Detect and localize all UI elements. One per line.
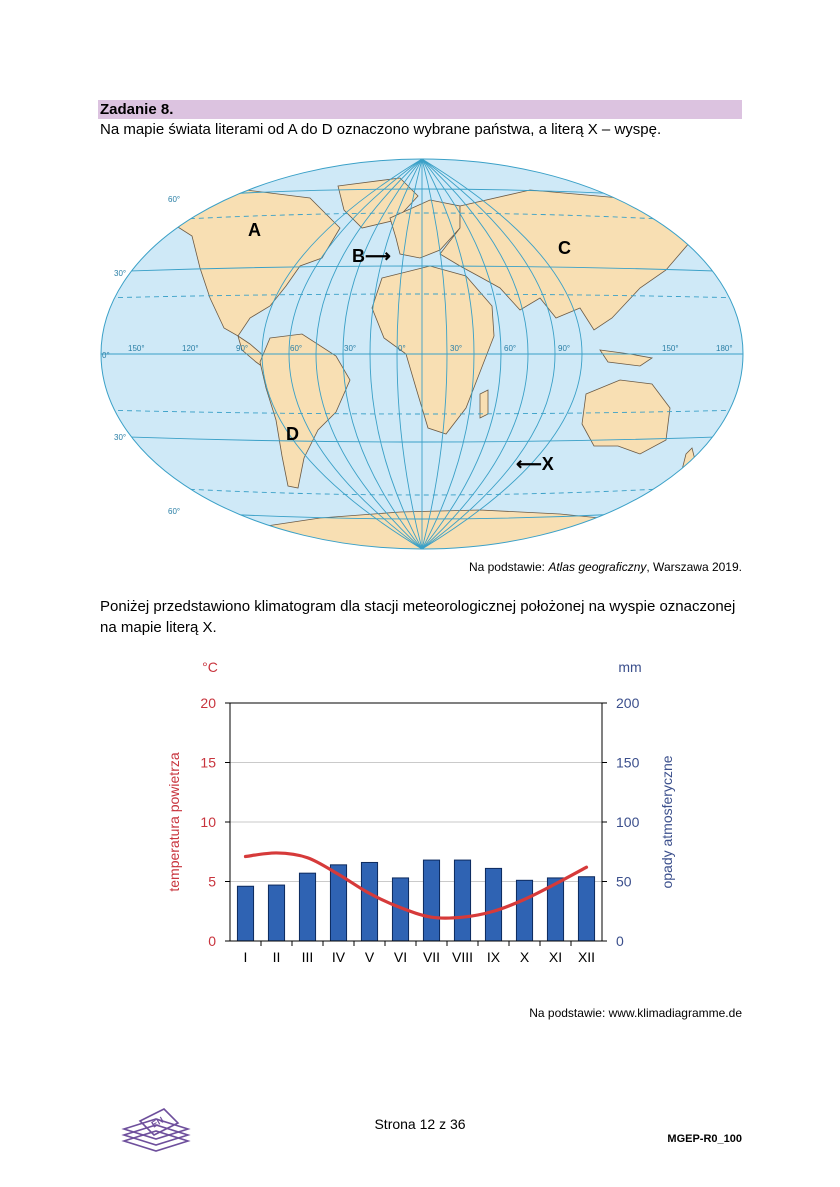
month-label: V [364,949,375,965]
precip-bar [268,885,284,941]
right-axis-ticks [602,695,640,949]
month-label: XI [548,949,563,965]
right-tick-label: 0 [616,933,624,949]
temperature-line [246,853,587,918]
precip-bar [516,880,532,941]
month-label: VI [393,949,408,965]
left-axis-label: temperatura powietrza [166,752,182,892]
month-label: III [301,949,314,965]
marker-x: ⟵X [516,454,554,474]
right-axis-unit: mm [618,659,642,675]
right-tick-label: 200 [616,695,640,711]
world-map-svg [100,158,744,550]
precip-bar [423,860,439,941]
month-label: VIII [451,949,474,965]
left-axis-unit: °C [202,659,218,675]
chart-grid [230,763,602,882]
lon-label: 60° [290,344,303,353]
marker-a: A [248,220,261,240]
month-label: VII [422,949,441,965]
lon-label: 30° [344,344,357,353]
right-tick-label: 100 [616,814,640,830]
australia [582,380,670,454]
left-tick-label: 0 [208,933,216,949]
x-axis-ticks [244,941,596,965]
month-label: II [272,949,281,965]
marker-b: B⟶ [352,246,391,266]
task-text: Na mapie świata literami od A do D oznaczono wybrane państwa, a literą X – wyspę. [100,121,662,138]
marker-d: D [286,424,299,444]
lon-label: 0° [398,344,406,353]
lon-label: 150° [662,344,679,353]
month-label: I [243,949,248,965]
month-label: X [519,949,530,965]
month-label: IX [486,949,501,965]
climate-chart [150,650,675,980]
map-source-title: Atlas geograficzny [548,560,647,574]
right-axis-label: opady atmosferyczne [659,755,675,889]
lon-label: 180° [716,344,733,353]
lon-label: 90° [558,344,571,353]
precip-bar [361,862,377,941]
precip-bar [485,868,501,941]
left-tick-label: 15 [200,754,216,771]
lon-label: 60° [504,344,517,353]
world-map [100,158,744,550]
precip-bar [454,860,470,941]
lon-label: 90° [236,344,249,353]
month-label: IV [331,949,346,965]
lon-label: 120° [182,344,199,353]
right-tick-label: 50 [616,873,632,890]
precip-bar [299,873,315,941]
page-number: Strona 12 z 36 [374,1116,466,1132]
left-tick-label: 5 [208,873,216,890]
lat-label-n60: 60° [168,195,181,204]
marker-c: C [558,238,571,258]
svg-text:EN: EN [149,1114,166,1130]
lon-label: 30° [450,344,463,353]
precip-bar [578,877,594,941]
map-source-suffix: , Warszawa 2019. [646,560,742,574]
month-label: XII [577,949,596,965]
left-tick-label: 10 [200,814,216,830]
chart-intro: Poniżej przedstawiono klimatogram dla stacji meteorologicznej położonej na wyspie oznaczonej na mapie literą X. [100,598,736,636]
lat-label-eq: 0° [102,351,110,360]
left-tick-label: 20 [200,695,216,711]
right-tick-label: 150 [616,754,640,771]
left-axis-ticks [200,695,230,949]
lat-label-n30: 30° [114,269,127,278]
task-title: Zadanie 8. [100,101,174,118]
lat-label-s30: 30° [114,433,127,442]
exam-code: MGEP-R0_100 [667,1133,742,1145]
lon-label: 150° [128,344,145,353]
task-header [98,100,742,119]
map-source [469,560,742,574]
lat-label-s60: 60° [168,507,181,516]
map-source-prefix: Na podstawie: [468,560,549,574]
chart-source: Na podstawie: www.klimadiagramme.de [529,1006,742,1020]
precip-bar [237,886,253,941]
climate-chart-svg [150,650,675,980]
precip-bars [237,860,594,941]
